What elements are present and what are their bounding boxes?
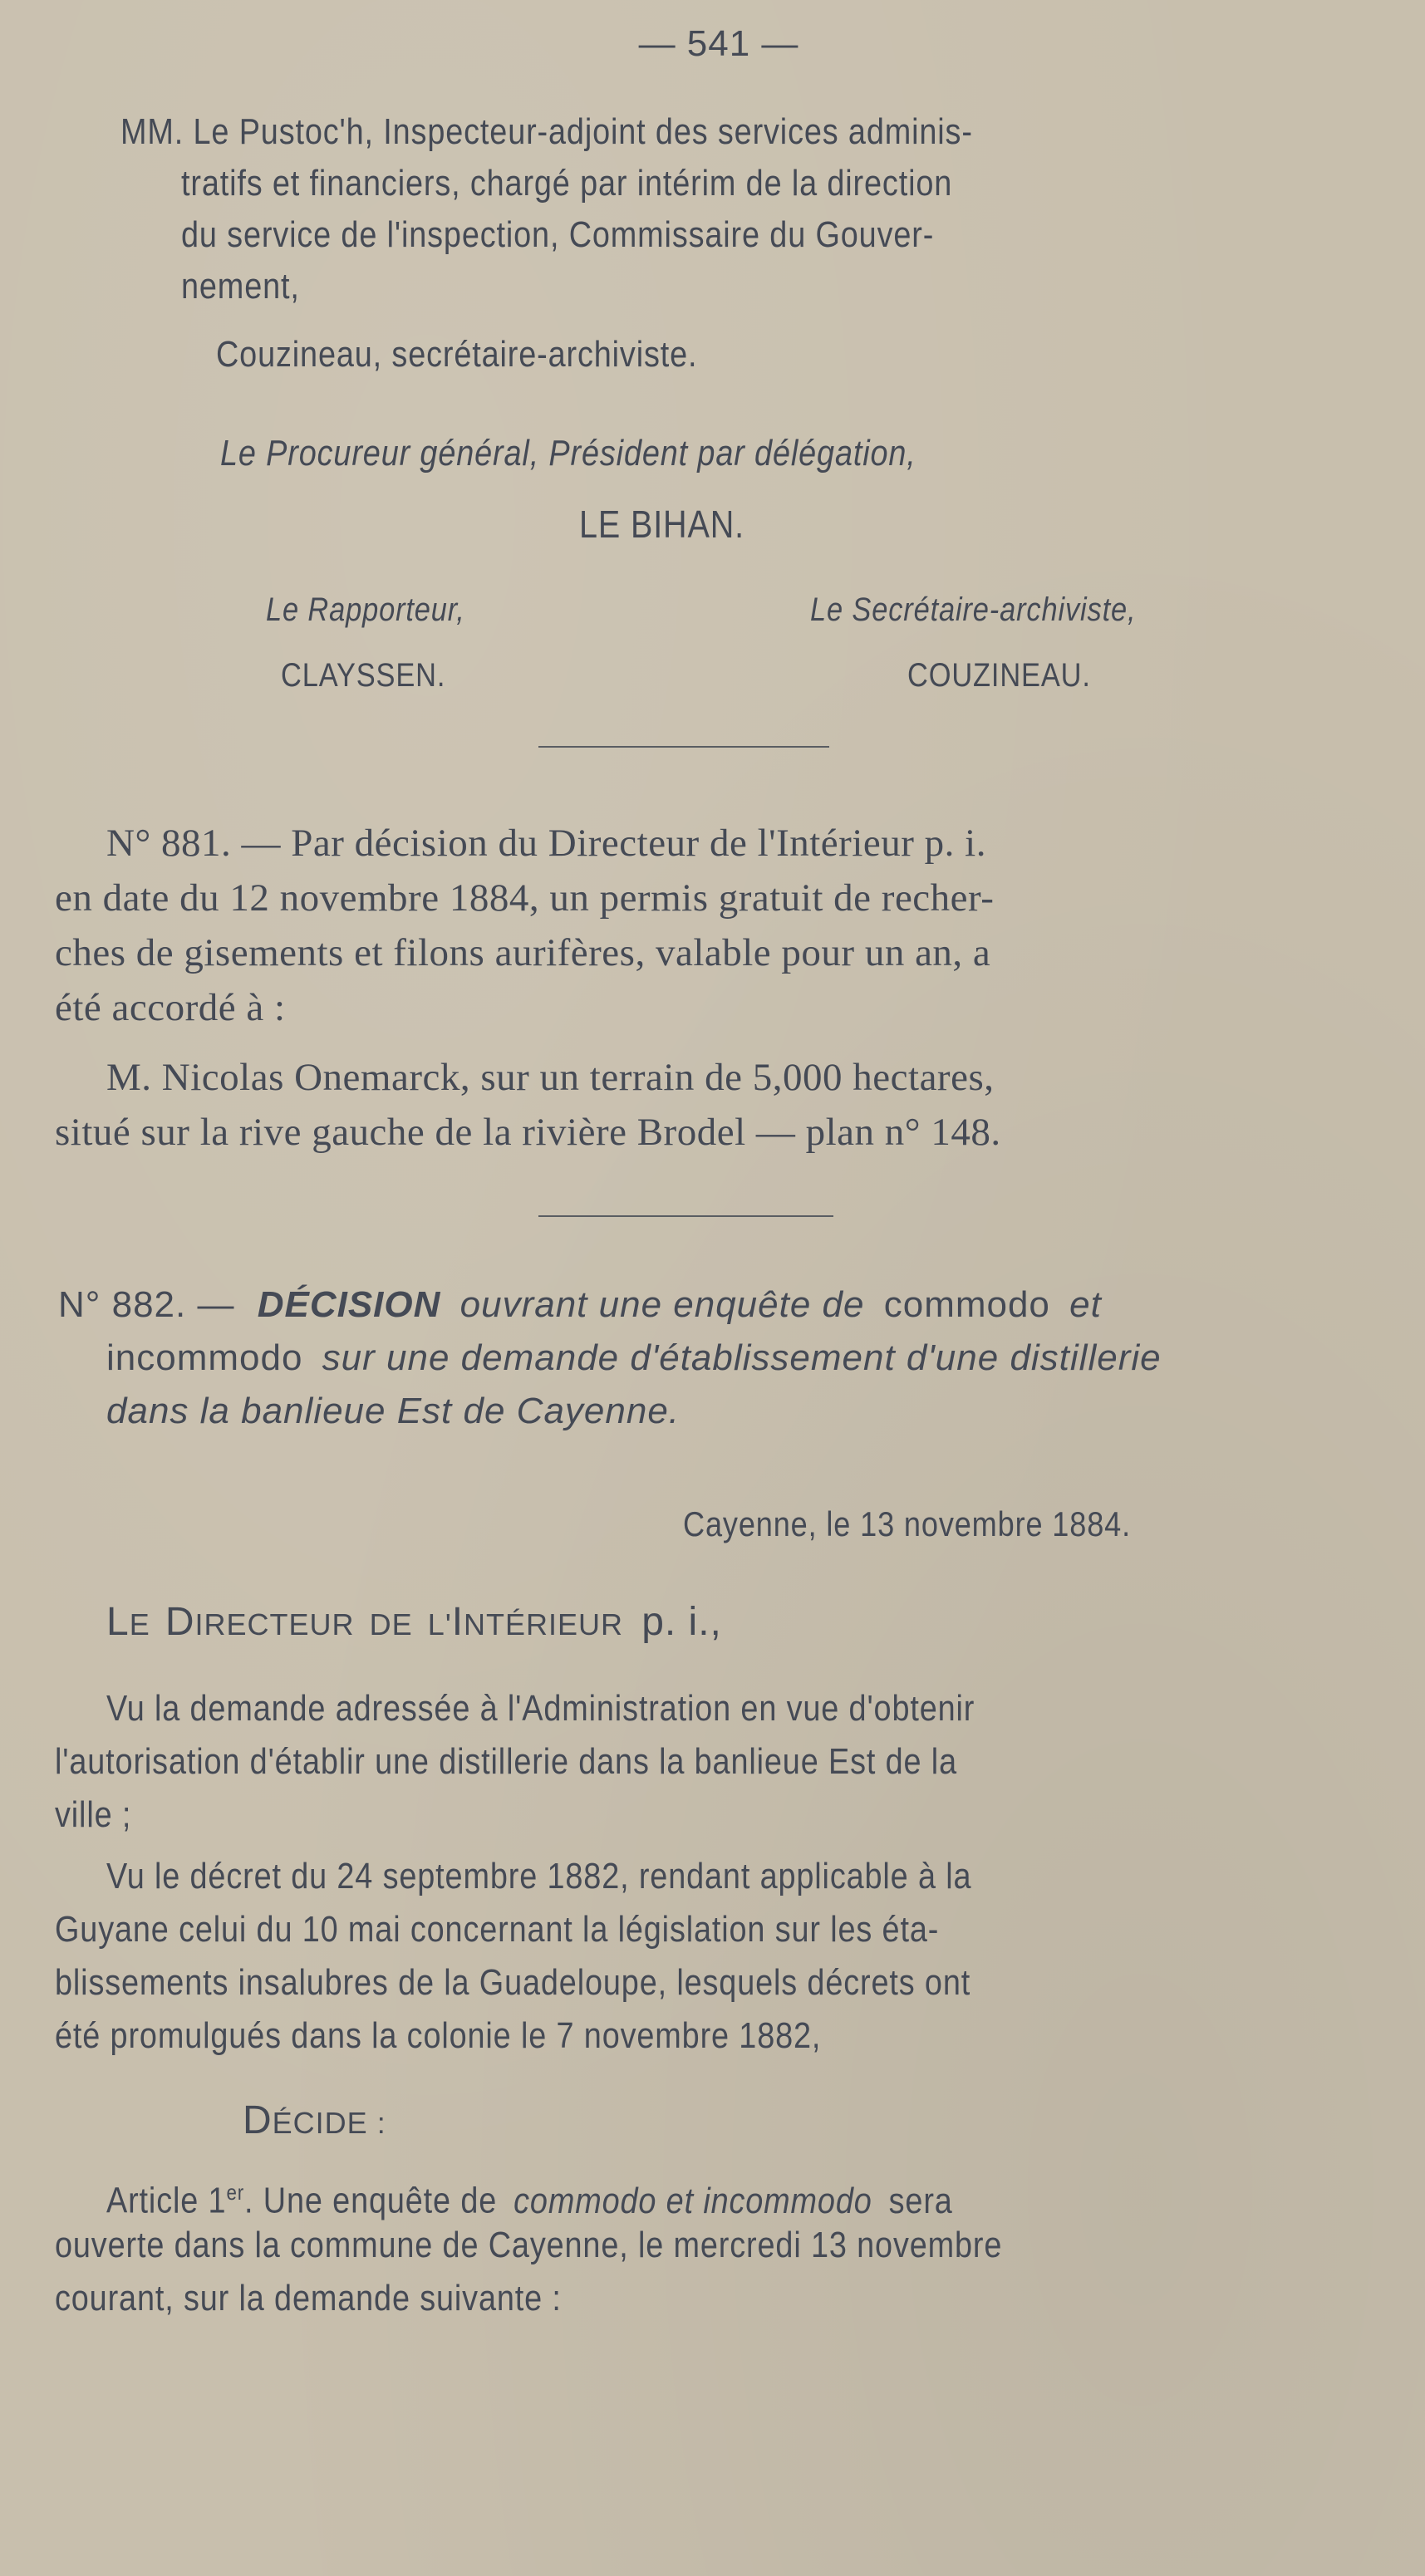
- decision-882-commodo: commodo: [883, 1284, 1050, 1325]
- director-word: NTÉRIEUR: [464, 1607, 624, 1641]
- vu-2-line-2: Guyane celui du 10 mai concernant la législation sur les éta-: [55, 1909, 940, 1950]
- decision-882-heading-line-3: dans la banlieue Est de Cayenne.: [106, 1391, 681, 1431]
- page-number: — 541 —: [638, 23, 799, 64]
- article-1-line-3: courant, sur la demande suivante :: [55, 2278, 562, 2318]
- decide-colon: :: [367, 2106, 386, 2140]
- members-line-2: tratifs et financiers, chargé par intérim de la direction: [181, 163, 953, 204]
- director-letter: L: [106, 1600, 130, 1644]
- article-superscript: er: [226, 2180, 245, 2205]
- rapporteur-name: CLAYSSEN.: [281, 657, 446, 694]
- president-title: Le Procureur général, Président par délégation,: [220, 433, 916, 473]
- article-italic: commodo et incommodo: [513, 2180, 872, 2221]
- decision-882-heading-line-1: [58, 1279, 1102, 1331]
- president-name: LE BIHAN.: [579, 503, 745, 546]
- separator-rule-1: [538, 746, 829, 748]
- decision-881-line-5: M. Nicolas Onemarck, sur un terrain de 5,000 hectares,: [106, 1056, 995, 1099]
- director-letter: D: [165, 1600, 195, 1644]
- decision-882-et: et: [1069, 1284, 1102, 1325]
- place-date: Cayenne, le 13 novembre 1884.: [683, 1504, 1132, 1543]
- members-line-5: Couzineau, secrétaire-archiviste.: [216, 334, 698, 375]
- decision-882-incommodo: incommodo: [106, 1337, 303, 1378]
- secretaire-name: COUZINEAU.: [907, 657, 1091, 694]
- article-text: . Une enquête de: [244, 2180, 498, 2221]
- vu-2-line-3: blissements insalubres de la Guadeloupe, lesquels décrets ont: [55, 1962, 971, 2003]
- decision-881-line-6: situé sur la rive gauche de la rivière Brodel — plan n° 148.: [55, 1111, 1001, 1154]
- vu-1-line-2: l'autorisation d'établir une distillerie dans la banlieue Est de la: [55, 1741, 957, 1782]
- director-tail: p. i.,: [641, 1600, 722, 1644]
- members-line-4: nement,: [181, 266, 300, 307]
- decide-word: ÉCIDE: [272, 2106, 368, 2140]
- decision-882-heading-line-2: [106, 1332, 1162, 1384]
- separator-rule-2: [538, 1215, 833, 1217]
- decision-881-line-3: ches de gisements et filons aurifères, valable pour un an, a: [55, 931, 991, 974]
- article-1-line-2: ouverte dans la commune de Cayenne, le mercredi 13 novembre: [55, 2225, 1003, 2265]
- director-word: IRECTEUR: [194, 1607, 355, 1641]
- article-text: sera: [888, 2180, 953, 2221]
- decide-heading: [243, 2095, 386, 2149]
- vu-1-line-3: ville ;: [55, 1794, 132, 1835]
- article-1-line-1: [106, 2166, 953, 2227]
- decision-881-line-2: en date du 12 novembre 1884, un permis gratuit de recher-: [55, 876, 995, 920]
- decide-letter: D: [243, 2098, 273, 2142]
- decision-881-line-1: N° 881. — Par décision du Directeur de l'Intérieur p. i.: [106, 822, 986, 865]
- director-letter: I: [451, 1600, 464, 1644]
- vu-2-line-1: Vu le décret du 24 septembre 1882, rendant applicable à la: [106, 1856, 972, 1896]
- decision-882-number: N° 882. —: [58, 1284, 235, 1325]
- director-word: DE: [369, 1607, 413, 1641]
- decision-882-title-part-1: ouvrant une enquête de: [459, 1284, 865, 1325]
- decision-882-caps: DÉCISION: [257, 1284, 441, 1325]
- director-word: L': [427, 1607, 452, 1641]
- vu-2-line-4: été promulgués dans la colonie le 7 novembre 1882,: [55, 2015, 822, 2056]
- decision-881-line-4: été accordé à :: [55, 986, 286, 1029]
- members-line-3: du service de l'inspection, Commissaire du Gouver-: [181, 214, 935, 255]
- secretaire-title: Le Secrétaire-archiviste,: [810, 591, 1137, 628]
- director-letter: E: [129, 1607, 150, 1641]
- decision-882-title-part-2: sur une demande d'établissement d'une distillerie: [322, 1337, 1162, 1378]
- article-label: Article 1: [106, 2180, 227, 2221]
- members-line-1: MM. Le Pustoc'h, Inspecteur-adjoint des services adminis-: [120, 111, 973, 152]
- director-line: [106, 1597, 722, 1651]
- vu-1-line-1: Vu la demande adressée à l'Administration en vue d'obtenir: [106, 1688, 975, 1729]
- rapporteur-title: Le Rapporteur,: [266, 591, 465, 628]
